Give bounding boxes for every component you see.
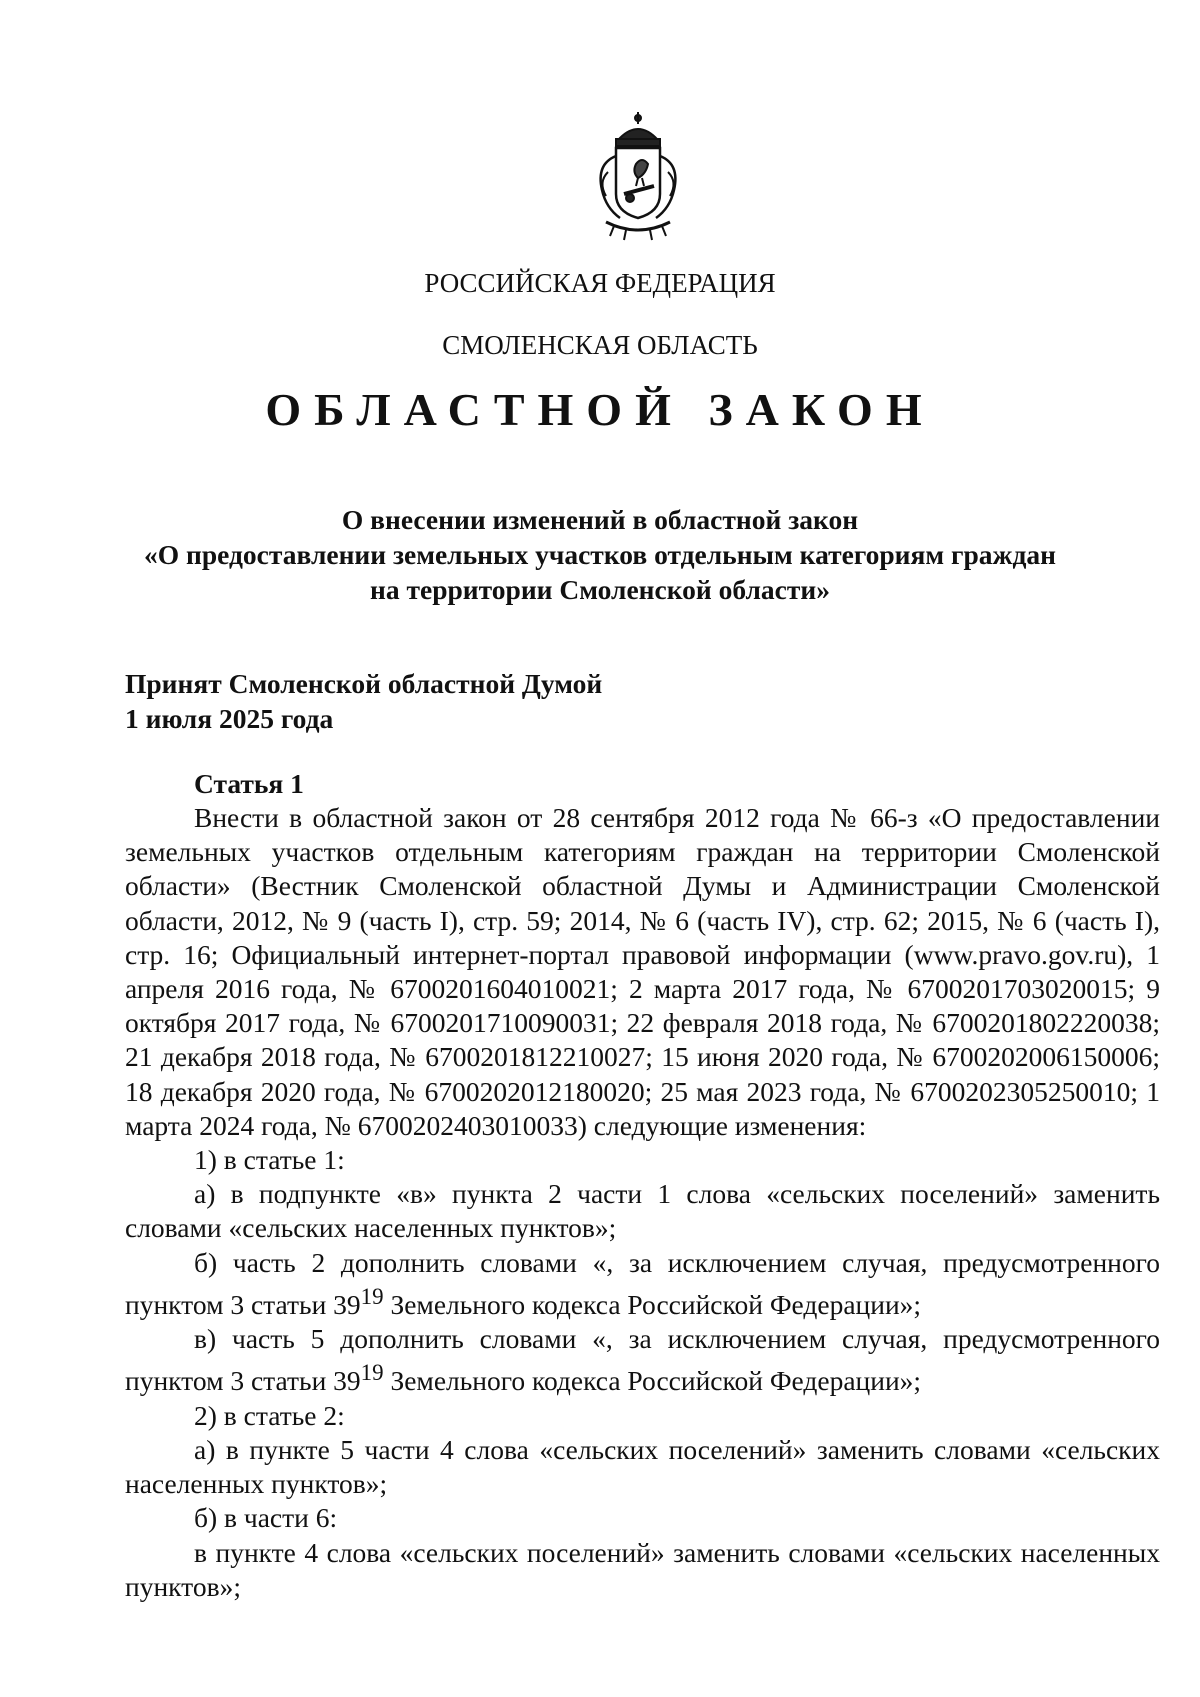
- list-item: б) в части 6:: [194, 1502, 338, 1534]
- list-item: 2) в статье 2:: [194, 1399, 345, 1431]
- item-text: в) часть 5 дополнить словами «, за исключением случая, предусмотренного пунктом 3 статьи 39: [125, 1323, 1160, 1397]
- list-item: а) в подпункте «в» пункта 2 части 1 слова «сельских поселений» заменить словами «сельских населенных пунктов»;: [125, 1178, 1160, 1244]
- document-type-heading: ОБЛАСТНОЙ ЗАКОН: [265, 384, 935, 435]
- list-item: [125, 1246, 1160, 1323]
- list-item: в пункте 4 слова «сельских поселений» заменить словами «сельских населенных пунктов»;: [125, 1536, 1160, 1602]
- item-text: Земельного кодекса Российской Федерации»;: [383, 1365, 922, 1397]
- law-title: [100, 502, 1100, 607]
- region-heading: СМОЛЕНСКАЯ ОБЛАСТЬ: [442, 330, 758, 360]
- law-title-line: О внесении изменений в областной закон: [341, 504, 859, 535]
- list-item: а) в пункте 5 части 4 слова «сельских поселений» заменить словами «сельских населенных пунктов»;: [125, 1433, 1160, 1500]
- item-text: Земельного кодекса Российской Федерации»;: [383, 1289, 922, 1320]
- list-item: [125, 1322, 1160, 1399]
- article-body: [125, 801, 1160, 1604]
- article-intro-paragraph: Внести в областной закон от 28 сентября 2012 года № 66-з «О предоставлении земельных участков отдельным категориям граждан на территории Смоленской области» (Вестник Смоленской областной Думы и Администрации Смоленской области, 2012, № 9 (часть I), стр. 59; 2014, № 6 (часть IV), стр. 62; 2015, № 6 (часть I), стр. 16; Официальный интернет-портал правовой информации (www.pravo.gov.ru), 1 апреля 2016 года, № 6700201604010021; 2 марта 2017 года, № 6700201703020015; 9 октября 2017 года, № 6700201710090031; 22 февраля 2018 года, № 6700201802220038; 21 декабря 2018 года, № 6700201812210027; 15 июня 2020 года, № 6700202006150006; 18 декабря 2020 года, № 6700202012180020; 25 мая 2023 года, № 6700202305250010; 1 марта 2024 года, № 6700202403010033) следующие изменения:: [125, 802, 1160, 1141]
- article-heading: Статья 1: [194, 768, 304, 799]
- superscript: 19: [360, 1283, 384, 1309]
- country-heading: РОССИЙСКАЯ ФЕДЕРАЦИЯ: [424, 268, 776, 298]
- item-text: б) часть 2 дополнить словами «, за исключением случая, предусмотренного пунктом 3 статьи 39: [125, 1246, 1160, 1320]
- superscript: 19: [360, 1360, 384, 1386]
- adoption-date: 1 июля 2025 года: [125, 703, 334, 734]
- smolensk-coat-of-arms-icon: [586, 112, 690, 242]
- adoption-body: Принят Смоленской областной Думой: [125, 668, 603, 699]
- adoption-note: [125, 666, 602, 736]
- law-title-line: на территории Смоленской области»: [370, 574, 830, 605]
- law-title-line: «О предоставлении земельных участков отдельным категориям граждан: [144, 539, 1056, 570]
- list-item: 1) в статье 1:: [194, 1144, 345, 1176]
